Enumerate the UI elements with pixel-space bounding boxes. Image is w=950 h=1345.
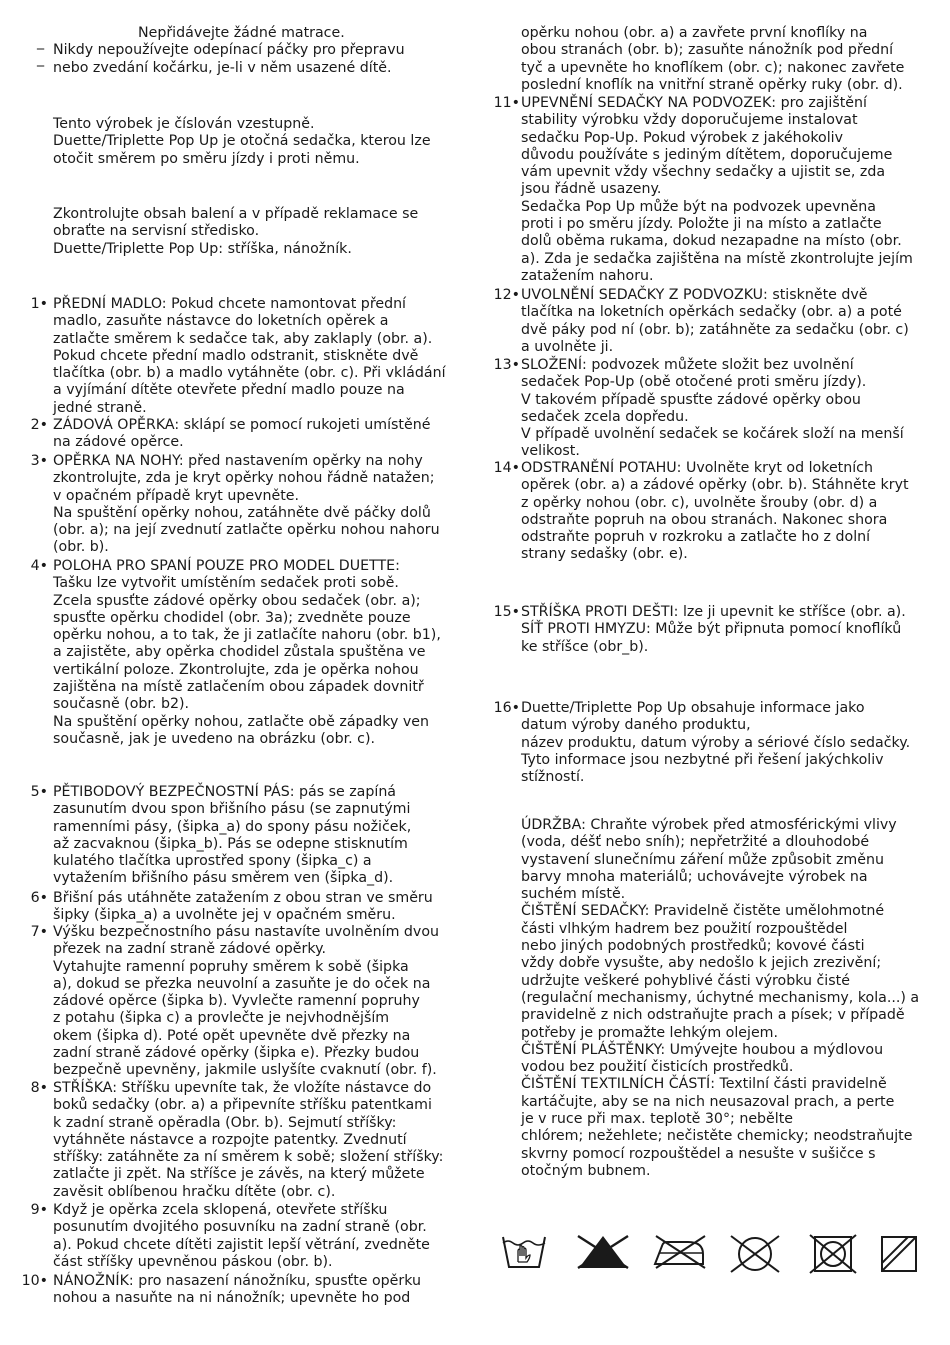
item-line: stříšky: zatáhněte za ní směrem k sobě; složení stříšky: — [53, 1149, 444, 1166]
care-line: vodou bez použití čisticích prostředků. — [521, 1059, 794, 1076]
item-line: dvě páky pod ní (obr. b); zatáhněte za sedačku (obr. c) — [521, 321, 909, 338]
care-line: (voda, déšť nebo sníh); nepřetržité a dlouhodobé — [521, 834, 870, 851]
item-number: 8• — [30, 1080, 48, 1096]
item-text — [53, 296, 446, 417]
contents-line: obraťte na servisní středisko. — [53, 223, 260, 240]
item-line: POLOHA PRO SPANÍ POUZE PRO MODEL DUETTE: — [53, 558, 400, 574]
care-line: skvrny pomocí rozpouštědel a nesušte v sušičce s — [521, 1145, 876, 1162]
item-line: Zcela spusťte zádové opěrky obou sedaček (obr. a); — [53, 592, 421, 609]
item-line: strany sedašky (obr. e). — [521, 546, 688, 563]
item-line: šipky (šipka_a) a uvolněte jej v opačném směru. — [53, 907, 396, 924]
item-line: na zádové opěrce. — [53, 434, 184, 451]
care-line: ÚDRŽBA: Chraňte výrobek před atmosférickými vlivy — [521, 817, 897, 833]
item-number: 12• — [493, 287, 520, 303]
contents-line: Zkontrolujte obsah balení a v případě reklamace se — [53, 206, 419, 222]
item-line: zatlačte ji zpět. Na stříšce je závěs, na který můžete — [53, 1166, 425, 1183]
item-line: a vyjímání dítěte otevřete přední madlo pouze na — [53, 382, 405, 399]
care-line: udržujte veškeré pohyblivé části výrobku čisté — [521, 972, 850, 989]
item-text — [53, 1202, 430, 1271]
item-line: z opěrky nohou (obr. c), uvolněte šrouby (obr. d) a — [521, 494, 878, 511]
item-text — [53, 417, 430, 452]
item-line: a). Pokud chcete dítěti zajistit lepší větrání, zvedněte — [53, 1236, 430, 1253]
item-line: zajištěna na místě zatlačením obou západek dovnitř — [53, 679, 424, 696]
item-text — [521, 287, 909, 356]
care-line: je v ruce při max. teplotě 30°; nebělte — [521, 1111, 794, 1128]
item-line: SÍŤ PROTI HMYZU: Může být připnuta pomocí knoflíků — [521, 621, 902, 638]
item-line: (obr. a); na její zvednutí zatlačte opěrku nohou nahoru — [53, 522, 440, 539]
item-number: 3• — [30, 453, 48, 469]
care-symbols — [495, 1234, 925, 1274]
item-line: odstraňte popruh v rozkroku a zatlačte ho z dolní — [521, 529, 871, 546]
do-not-bleach-icon — [575, 1234, 631, 1270]
item-line: zadní straně zádové opěrky (šipka e). Přezky budou — [53, 1045, 420, 1062]
item-line: datum výroby daného produktu, — [521, 717, 751, 734]
do-not-dry-clean-icon — [727, 1234, 783, 1274]
item-line: Sedačka Pop Up může být na podvozek upevněna — [521, 198, 876, 215]
item-line: tlačítka na loketních opěrkách sedačky (obr. a) a poté — [521, 304, 902, 321]
item-line: zavěsit oblíbenou hračku dítěte (obr. c). — [53, 1183, 336, 1200]
item-line: V případě uvolnění sedaček se kočárek složí na menší — [521, 426, 904, 443]
continuation-line: obou stranách (obr. b); zasuňte nánožník pod přední — [521, 42, 894, 59]
item-line: zatlačte směrem k sedačce tak, aby zaklaply (obr. a). — [53, 330, 433, 347]
item-line: a zajistěte, aby opěrka chodidel zůstala spuštěna ve — [53, 644, 426, 661]
item-text — [53, 453, 440, 557]
item-line: vytáhněte nástavce a rozpojte patentky. Zvednutí — [53, 1131, 407, 1148]
item-line: nohou a nasuňte na ni nánožník; upevněte ho pod — [53, 1290, 411, 1307]
care-line: nebo jiných podobných prostředků; kovové části — [521, 938, 865, 955]
item-text — [521, 95, 913, 285]
item-number: 16• — [493, 700, 520, 716]
item-line: opěrek (obr. a) a zádové opěrky (obr. b). Stáhněte kryt — [521, 477, 909, 494]
item-text — [53, 1080, 443, 1201]
item-line: současně, jak je uvedeno na obrázku (obr. c). — [53, 730, 376, 747]
item-line: část stříšky upevněnou páskou (obr. b). — [53, 1253, 333, 1270]
item-line: Na spuštění opěrky nohou, zatáhněte dvě páčky dolů — [53, 504, 431, 521]
item-line: k zadní straně opěradla (Obr. b). Sejmutí stříšky: — [53, 1114, 397, 1131]
item-10-continuation — [521, 25, 904, 94]
item-line: v opačném případě kryt upevněte. — [53, 487, 300, 504]
continuation-line: poslední knoflík na vnitřní straně opěrky ruky (obr. d). — [521, 76, 903, 93]
package-contents-paragraph — [53, 206, 418, 258]
item-line: stability výrobku vždy doporučujeme instalovat — [521, 112, 858, 129]
item-line: proti i po směru jízdy. Položte ji na místo a zatlačte — [521, 216, 882, 233]
item-number: 15• — [493, 604, 520, 620]
item-text — [521, 700, 910, 786]
item-line: vám upevnit vždy všechny sedačky a ujistit se, zda — [521, 164, 886, 181]
item-line: Pokud chcete přední madlo odstranit, stiskněte dvě — [53, 347, 419, 364]
item-line: ZÁDOVÁ OPĚRKA: sklápí se pomocí rukojeti umístěné — [53, 417, 431, 433]
item-line: ke stříšce (obr_b). — [521, 638, 649, 655]
item-number: 6• — [30, 890, 48, 906]
item-line: STŘÍŠKA PROTI DEŠTI: lze ji upevnit ke stříšce (obr. a). — [521, 604, 906, 620]
item-line: Na spuštění opěrky nohou, zatlačte obě západky ven — [53, 713, 429, 730]
item-line: přezek na zadní straně zádové opěrky. — [53, 941, 326, 958]
item-line: zádové opěrce (šipka b). Vyvlečte ramenní popruhy — [53, 993, 420, 1010]
item-number: 1• — [30, 296, 48, 312]
care-line: kartáčujte, aby se na nich neusazoval prach, a perte — [521, 1093, 895, 1110]
item-line: posunutím dvojitého posuvníku na zadní straně (obr. — [53, 1219, 427, 1236]
item-line: jedné straně. — [53, 399, 147, 416]
item-number: 13• — [493, 357, 520, 373]
item-line: Tašku lze vytvořit umístěním sedaček proti sobě. — [53, 575, 399, 592]
item-line: zasunutím dvou spon břišního pásu (se zapnutými — [53, 801, 411, 818]
intro-line: Tento výrobek je číslován vzestupně. — [53, 116, 315, 132]
item-line: a), dokud se přezka neuvolní a zasuňte je do oček na — [53, 975, 431, 992]
care-line: suchém místě. — [521, 886, 626, 903]
item-line: název produktu, datum výroby a sériové číslo sedačky. — [521, 734, 911, 751]
item-line: dolů oběma rukama, dokud nezapadne na místo (obr. — [521, 233, 902, 250]
dry-flat-in-shade-icon — [879, 1234, 919, 1274]
item-line: sedaček Pop-Up (obě otočené proti směru jízdy). — [521, 374, 867, 391]
item-line: zatažením nahoru. — [521, 267, 654, 284]
care-line: části vlhkým hadrem bez použití rozpouštědel — [521, 920, 848, 937]
item-line: UVOLNĚNÍ SEDAČKY Z PODVOZKU: stiskněte dvě — [521, 287, 868, 303]
care-line: potřeby je promažte lehkým olejem. — [521, 1024, 779, 1041]
item-text — [521, 357, 904, 461]
item-text — [53, 558, 441, 748]
item-number: 11• — [493, 95, 520, 111]
item-line: a). Zda je sedačka zajištěna na místě zkontrolujte jejím — [521, 250, 913, 267]
item-line: zkontrolujte, zda je kryt opěrky nohou řádně natažen; — [53, 470, 435, 487]
continuation-line: tyč a upevněte ho knoflíkem (obr. c); nakonec zavřete — [521, 59, 905, 76]
item-line: vertikální poloze. Zkontrolujte, zda je opěrka nohou — [53, 661, 419, 678]
item-line: a uvolněte ji. — [521, 338, 614, 355]
care-line: ČIŠTĚNÍ TEXTILNÍCH ČÁSTÍ: Textilní části pravidelně — [521, 1076, 887, 1093]
item-line: madlo, zasuňte nástavce do loketních opěrek a — [53, 313, 389, 330]
intro-line: otočit směrem po směru jízdy i proti němu. — [53, 150, 360, 167]
item-number: 9• — [30, 1202, 48, 1218]
warning-levers-line: nebo zvedání kočárku, je-li v něm usazené dítě. — [53, 60, 392, 76]
care-line: pravidelně z nich odstraňujte prach a písek; v případě — [521, 1007, 905, 1024]
item-line: kulatého tlačítka uprostřed spony (šipka_c) a — [53, 853, 372, 870]
item-line: velikost. — [521, 443, 580, 460]
item-line: STŘÍŠKA: Stříšku upevníte tak, že vložíte nástavce do — [53, 1080, 432, 1096]
do-not-tumble-dry-icon — [807, 1234, 859, 1274]
item-line: OPĚRKA NA NOHY: před nastavením opěrky na nohy — [53, 453, 423, 469]
item-line: jsou řádně usazeny. — [521, 181, 662, 198]
care-line: (regulační mechanismy, úchytné mechanismy, kola...) a — [521, 989, 920, 1006]
item-line: Výšku bezpečnostního pásu nastavíte uvolněním dvou — [53, 924, 439, 940]
item-line: V takovém případě spusťte zádové opěrky obou — [521, 391, 861, 408]
item-line: boků sedačky (obr. a) a připevníte stříšku patentkami — [53, 1097, 432, 1114]
item-number: 4• — [30, 558, 48, 574]
care-line: vždy dobře vysušte, aby nedošlo k jejich zrezivění; — [521, 955, 882, 972]
item-line: Duette/Triplette Pop Up obsahuje informace jako — [521, 700, 865, 716]
item-number: 2• — [30, 417, 48, 433]
item-text — [53, 924, 439, 1080]
item-number: 7• — [30, 924, 48, 940]
item-line: ODSTRANĚNÍ POTAHU: Uvolněte kryt od loketních — [521, 460, 873, 476]
item-line: vytažením břišního pásu směrem ven (šipka_d). — [53, 870, 394, 887]
item-line: PĚTIBODOVÝ BEZPEČNOSTNÍ PÁS: pás se zapíná — [53, 784, 396, 800]
item-line: z potahu (šipka c) a provlečte je nejvhodnějším — [53, 1010, 390, 1027]
item-number: 5• — [30, 784, 48, 800]
item-line: stížností. — [521, 769, 585, 786]
item-line: okem (šipka d). Poté opět upevněte dvě přezky na — [53, 1027, 411, 1044]
item-number: 14• — [493, 460, 520, 476]
care-line: chlórem; nežehlete; nečistěte chemicky; neodstraňujte — [521, 1128, 913, 1145]
do-not-iron-icon — [650, 1234, 708, 1270]
item-line: UPEVNĚNÍ SEDAČKY NA PODVOZEK: pro zajištění — [521, 95, 867, 111]
warning-dash: _ — [37, 34, 45, 50]
hand-wash-icon — [501, 1234, 547, 1270]
item-line: (obr. b). — [53, 539, 109, 556]
care-line: vystavení slunečnímu záření může způsobit změnu — [521, 851, 884, 868]
item-line: Tyto informace jsou nezbytné při řešení jakýchkoliv — [521, 751, 884, 768]
item-line: spusťte opěrku chodidel (obr. 3a); zvedněte pouze — [53, 609, 411, 626]
item-number: 10• — [21, 1273, 48, 1289]
item-line: odstraňte popruh na obou stranách. Nakonec shora — [521, 511, 888, 528]
care-instructions — [521, 817, 919, 1180]
warning-levers-line: Nikdy nepoužívejte odepínací páčky pro přepravu — [53, 42, 405, 58]
continuation-line: opěrku nohou (obr. a) a zavřete první knoflíky na — [521, 25, 868, 41]
item-line: až zacvaknou (šipka_b). Pás se odepne stisknutím — [53, 835, 408, 852]
item-line: PŘEDNÍ MADLO: Pokud chcete namontovat přední — [53, 296, 407, 312]
care-line: ČIŠTĚNÍ SEDAČKY: Pravidelně čistěte umělohmotné — [521, 903, 885, 920]
item-text — [53, 784, 411, 888]
care-line: otočným bubnem. — [521, 1162, 651, 1179]
item-line: tlačítka (obr. b) a madlo vytáhněte (obr. c). Při vkládání — [53, 365, 446, 382]
item-text — [521, 460, 909, 564]
item-line: Břišní pás utáhněte zatažením z obou stran ve směru — [53, 890, 433, 906]
warning-dash: _ — [37, 51, 45, 67]
item-text — [53, 890, 433, 925]
care-line: barvy mnoha materiálů; uchovávejte výrobek na — [521, 868, 868, 885]
item-line: NÁNOŽNÍK: pro nasazení nánožníku, spusťte opěrku — [53, 1273, 422, 1289]
item-line: SLOŽENÍ: podvozek můžete složit bez uvolnění — [521, 357, 854, 373]
item-line: současně (obr. b2). — [53, 696, 190, 713]
item-text — [53, 1273, 421, 1308]
warning-no-mattress: Nepřidávejte žádné matrace. — [138, 25, 345, 41]
item-line: sedačku Pop-Up. Pokud výrobek z jakéhokoliv — [521, 129, 844, 146]
item-text — [521, 604, 906, 656]
item-line: Vytahujte ramenní popruhy směrem k sobě (šipka — [53, 958, 409, 975]
care-line: ČIŠTĚNÍ PLÁŠTĚNKY: Umývejte houbou a mýdlovou — [521, 1041, 884, 1058]
item-line: důvodu používáte s jediným dítětem, doporučujeme — [521, 146, 893, 163]
item-line: ramenními pásy, (šipka_a) do spony pásu nožiček, — [53, 818, 412, 835]
item-line: bezpečně upevněny, jakmile uslyšíte cvaknutí (obr. f). — [53, 1062, 437, 1079]
item-line: Když je opěrka zcela sklopená, otevřete stříšku — [53, 1202, 388, 1218]
item-line: opěrku nohou, a to tak, že ji zatlačíte nahoru (obr. b1), — [53, 627, 441, 644]
intro-line: Duette/Triplette Pop Up je otočná sedačka, kterou lze — [53, 133, 431, 150]
contents-line: Duette/Triplette Pop Up: stříška, nánožník. — [53, 240, 352, 257]
item-line: sedaček zcela dopředu. — [521, 408, 689, 425]
intro-paragraph — [53, 116, 431, 168]
